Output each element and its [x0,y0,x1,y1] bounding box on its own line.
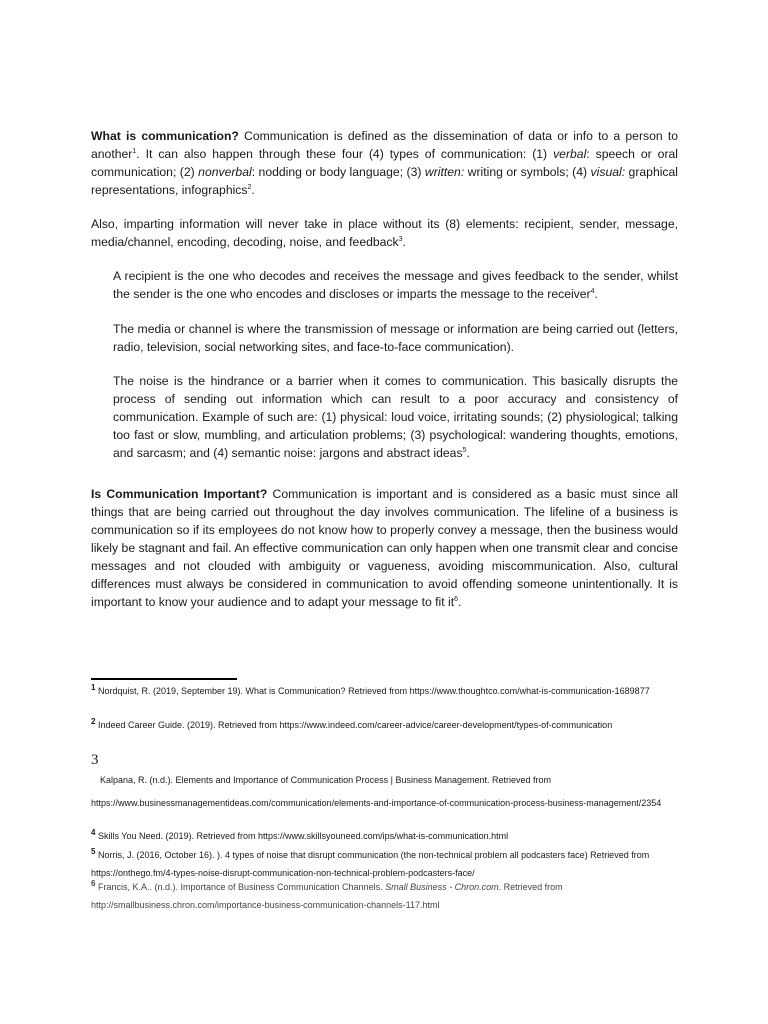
footnote-4: 4 Skills You Need. (2019). Retrieved from https://www.skillsyouneed.com/ips/what-is-communication.html [91,828,509,841]
paragraph-importance: Is Communication Important? Communication is important and is considered as a basic must since all things that are being carried out throughout the day involves communication. The lifeline of a business is communication so if its employees do not know how to properly convey a message, then the business would likely be stagnant and fail. An effective communication can only happen when one transmit clear and concise messages and not clouded with ambiguity or vagueness, avoiding miscommunication. Also, cultural differences must always be considered in communication to avoid offending someone unintentionally. It is important to know your audience and to adapt your message to fit $it^6$. [91,487,678,609]
footnote-separator [91,678,237,680]
footnote-3: 3 Kalpana, R. (n.d.). Elements and Importance of Communication Process | Business Management. Retrieved from https://www.businessmanagementideas.com/communication/elements-and-importance-of-communication-process-business-management/2354 [91,752,662,808]
footnote-1: 1 Nordquist, R. (2019, September 19). What is Communication? Retrieved from https://www.thoughtco.com/what-is-communication-1689877 [91,683,650,696]
paragraph-media-channel: The media or channel is where the transmission of message or information are being carried out (letters, radio, television, social networking sites, and face-to-face communication). [113,322,678,354]
footnote-ref-5: 5 [462,446,467,454]
heading-what-is-communication: What is communication? [91,129,239,143]
paragraph-elements: Also, imparting information will never take in place without its (8) elements: recipient, sender, message, media/channel, encoding, decoding, noise, and feedback$^3$. [91,217,678,249]
footnote-6: 6 Francis, K.A.. (n.d.). Importance of Business Communication Channels. Small Business - Chron.com. Retrieved from http://smallbusiness.chron.com/importance-business-communication-channels-117.html [91,879,563,910]
paragraph-recipient: A recipient is the one who decodes and receives the message and gives feedback to the sender, whilst the sender is the one who encodes and discloses or imparts the message to the receiver$^4$. [113,269,678,301]
paragraph-what-is-communication: What is communication? Communication is defined as the dissemination of data or info to a person to another$^1$. It can also happen through these four (4) types of communication: (1) verbal: speech or oral communication; (2) nonverbal: nodding or body language; (3) written: writing or symbols; (4) visual: graphical representations, infographics$^2$. [91,129,679,197]
footnote-ref-6: 6 [454,595,459,603]
footnote-ref-2: 2 [247,183,252,191]
heading-is-communication-important: Is Communication Important? [91,487,268,501]
footnote-2: 2 Indeed Career Guide. (2019). Retrieved from https://www.indeed.com/career-advice/career-development/types-of-communication [91,717,613,730]
paragraph-noise: The noise is the hindrance or a barrier when it comes to communication. This basically disrupts the process of sending out information which can result to a poor accuracy and consistency of communication. Example of such are: (1) physical: loud voice, irritating sounds; (2) physiological; talking too fast or slow, mumbling, and articulation problems; (3) psychological: wandering thoughts, emotions, and sarcasm; and (4) semantic noise: jargons and abstract ideas$^5$. [113,374,678,460]
footnote-ref-1: 1 [132,147,137,155]
footnote-5: 5 Norris, J. (2016, October 16). ). 4 types of noise that disrupt communication (the non-technical problem all podcasters face) Retrieved from https://onthego.fm/4-types-noise-disrupt-communication-non-technical-problem-podcasters-face/ [91,847,650,878]
footnote-ref-3: 3 [398,235,403,243]
footnote-ref-4: 4 [590,287,595,295]
